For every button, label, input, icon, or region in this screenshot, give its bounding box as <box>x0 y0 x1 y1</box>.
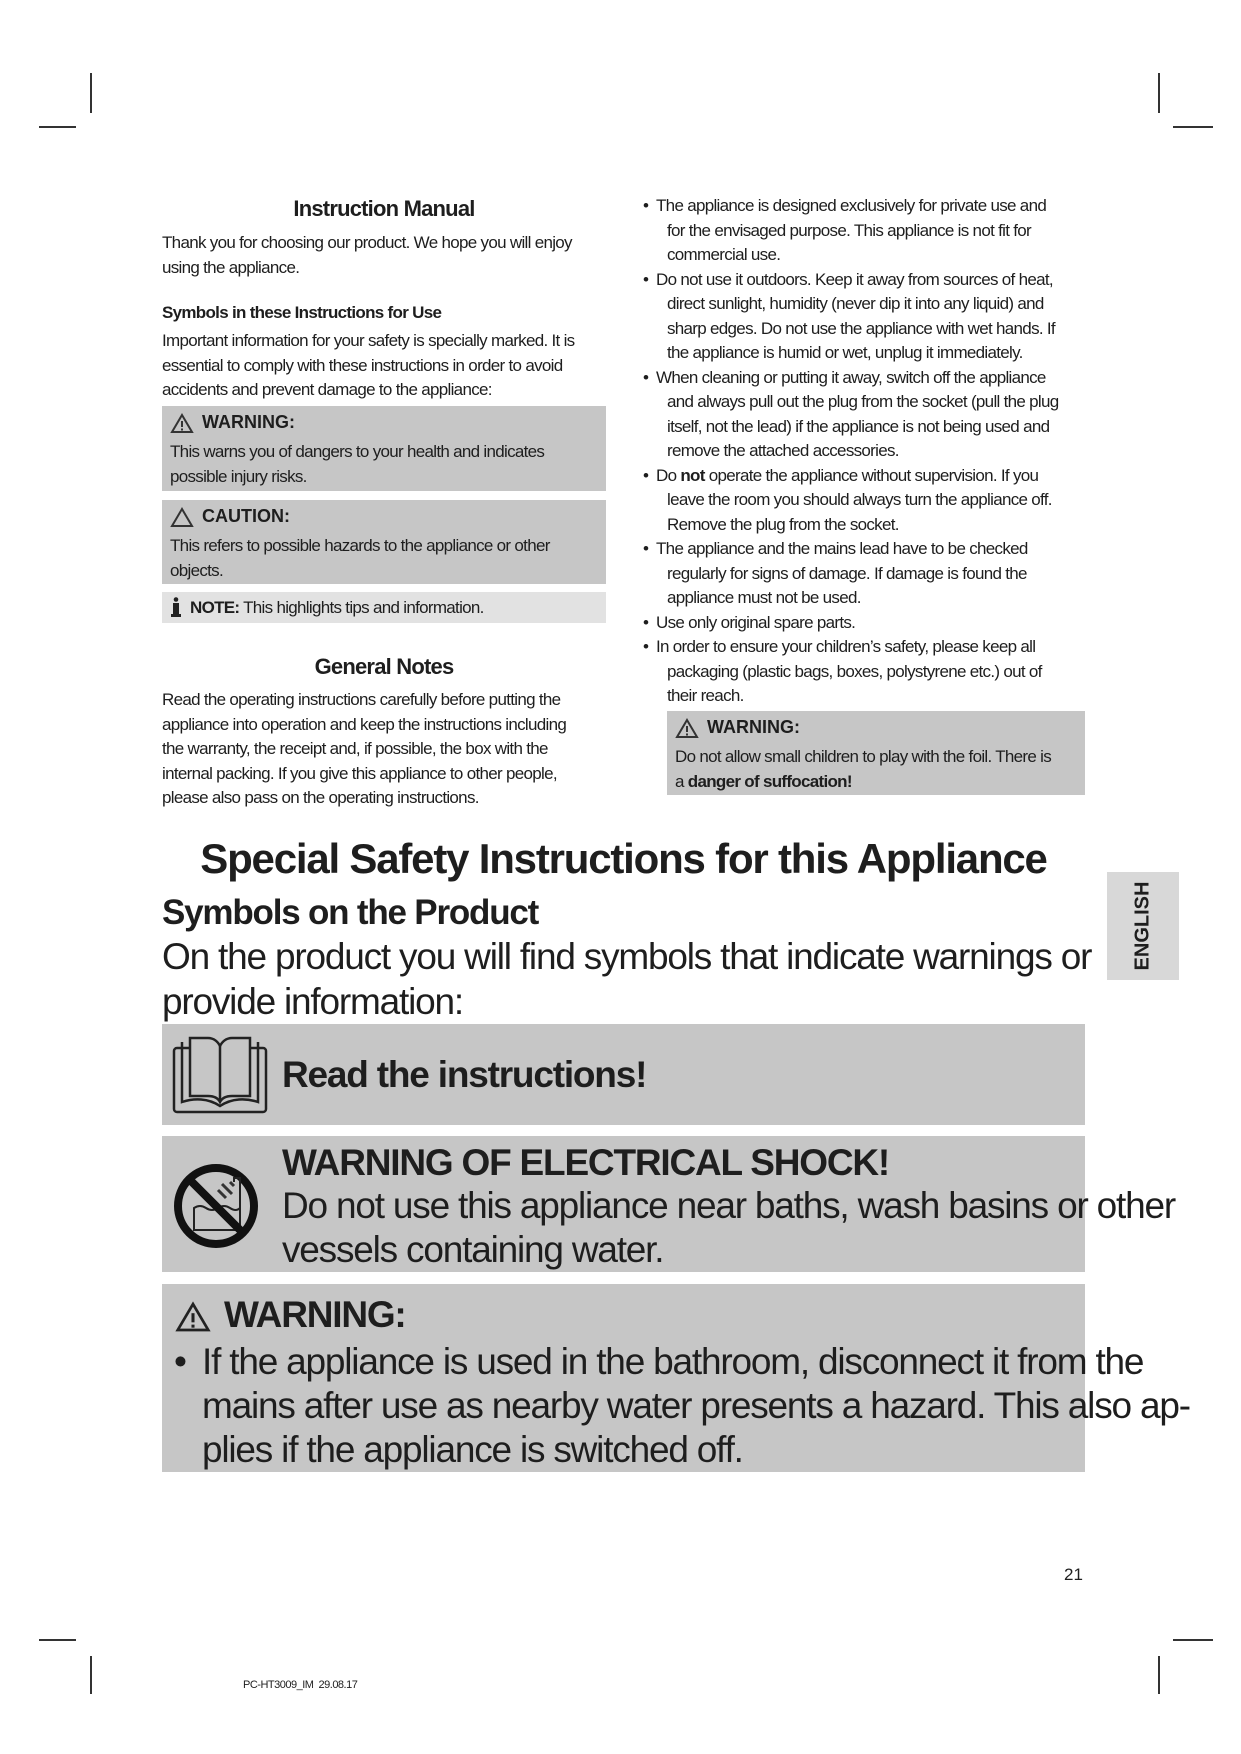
text-line: the warranty, the receipt and, if possible, the box with the <box>162 739 548 758</box>
text-line: for the envisaged purpose. This appliance is not fit for <box>667 220 1032 240</box>
crop-mark <box>1158 1656 1160 1694</box>
text-line: • The appliance is designed exclusively for private use and <box>656 196 1047 215</box>
text-line: • Do not use it outdoors. Keep it away from sources of heat, <box>656 269 1053 289</box>
text-line: a <box>675 771 688 791</box>
text-line: danger of suffocation! <box>687 771 852 791</box>
electrical-shock-box <box>162 1136 1175 1272</box>
warning-label: WARNING: <box>707 717 800 737</box>
caution-label: CAUTION: <box>202 506 290 526</box>
warning-triangle-icon <box>174 1301 212 1333</box>
warning-triangle-icon <box>170 413 194 434</box>
subheading: Symbols in these Instructions for Use <box>162 303 442 322</box>
text-line: commercial use. <box>667 245 781 264</box>
list-item <box>643 366 1059 464</box>
list-item: • If the appliance is used in the bathroom, disconnect it from the mains after use as nearby water presents a hazard. This also ap- plies if the appliance is switched off. <box>174 1341 1190 1470</box>
text-line: using the appliance. <box>162 257 300 277</box>
caution-triangle-icon <box>170 507 194 528</box>
text-line: • Use only original spare parts. <box>656 612 856 632</box>
list-item <box>643 611 1059 636</box>
warning-box <box>667 711 1085 795</box>
text-line <box>675 770 1077 795</box>
text-line: regularly for signs of damage. If damage is found the <box>667 563 1027 583</box>
text-line: • The appliance and the mains lead have to be checked <box>656 539 1028 558</box>
text-line: Thank you for choosing our product. We hope you will enjoy <box>162 233 572 252</box>
warning-label: WARNING: <box>202 412 295 432</box>
symbols-text <box>162 329 574 403</box>
language-label: ENGLISH <box>1131 881 1154 971</box>
text-line: the appliance is humid or wet, unplug it immediately. <box>667 343 1023 362</box>
list-item <box>643 537 1059 611</box>
crop-mark <box>90 73 92 113</box>
text-line: please also pass on the operating instructions. <box>162 788 479 807</box>
page-number: 21 <box>1064 1565 1083 1584</box>
text-line: and always pull out the plug from the socket (pull the plug <box>667 392 1059 411</box>
text-line: itself, not the lead) if the appliance is not being used and <box>667 416 1050 436</box>
text-line: If the appliance is used in the bathroom, disconnect it from the <box>202 1341 1144 1382</box>
read-instructions-box <box>162 1024 1085 1125</box>
warning-triangle-icon <box>675 718 699 739</box>
text-line: provide information: <box>162 981 463 1022</box>
list-item <box>643 194 1059 268</box>
text-line: objects. <box>170 560 223 580</box>
text-line: vessels containing water. <box>282 1229 664 1270</box>
shock-warning-title: WARNING OF ELECTRICAL SHOCK! <box>282 1142 890 1183</box>
text-line: accidents and prevent damage to the appliance: <box>162 380 492 399</box>
text-line: appliance into operation and keep the instructions including <box>162 714 567 734</box>
page-title: Special Safety Instructions for this Appliance <box>200 835 1047 882</box>
text-line: leave the room you should always turn the appliance off. <box>667 490 1052 509</box>
text-line: Do not use this appliance near baths, wash basins or other <box>282 1185 1175 1226</box>
text-line: possible injury risks. <box>170 466 307 486</box>
warning-label: WARNING: <box>224 1294 406 1335</box>
text-line: internal packing. If you give this appliance to other people, <box>162 763 557 783</box>
text-line: essential to comply with these instructions in order to avoid <box>162 355 563 375</box>
text-line: direct sunlight, humidity (never dip it into any liquid) and <box>667 294 1044 313</box>
text-line: not <box>680 465 705 485</box>
note-text: This highlights tips and information. <box>239 598 484 617</box>
text-line: their reach. <box>667 686 744 705</box>
text-line: This refers to possible hazards to the appliance or other <box>170 536 550 555</box>
footer-code: PC-HT3009_IM 29.08.17 <box>243 1679 358 1691</box>
general-text <box>162 688 566 811</box>
text-line: Remove the plug from the socket. <box>667 514 899 534</box>
section-title: General Notes <box>314 654 454 679</box>
note-label: NOTE: <box>190 598 240 617</box>
caution-box <box>162 500 606 584</box>
text-line: packaging (plastic bags, boxes, polystyrene etc.) out of <box>667 661 1042 681</box>
text-line: mains after use as nearby water presents a hazard. This also ap- <box>202 1385 1190 1426</box>
text-line: • In order to ensure your children’s safety, please keep all <box>656 637 1036 656</box>
crop-mark <box>90 1656 92 1694</box>
note-box <box>162 592 606 623</box>
crop-mark <box>1158 73 1160 113</box>
intro-text <box>162 231 572 280</box>
crop-mark <box>1173 1639 1213 1641</box>
list-item <box>643 635 1059 709</box>
text-line: sharp edges. Do not use the appliance with wet hands. If <box>667 318 1055 338</box>
subheading: Symbols on the Product <box>162 893 539 932</box>
intro-text <box>162 934 1091 1024</box>
text-line: Important information for your safety is specially marked. It is <box>162 331 575 350</box>
read-instructions-label: Read the instructions! <box>282 1054 647 1095</box>
info-icon <box>170 597 182 617</box>
language-tab <box>1107 872 1179 980</box>
bathroom-warning-box <box>162 1284 1190 1472</box>
text-line: On the product you will find symbols that indicate warnings or <box>162 936 1092 977</box>
text-line: Do not allow small children to play with the foil. There is <box>675 747 1052 766</box>
text-line: plies if the appliance is switched off. <box>202 1429 743 1470</box>
text-line: operate the appliance without supervision. If you <box>704 465 1039 485</box>
section-title: Instruction Manual <box>293 196 475 221</box>
text-line: appliance must not be used. <box>667 588 861 607</box>
list-item <box>643 268 1059 366</box>
no-water-icon <box>172 1162 260 1250</box>
warning-box <box>162 406 606 491</box>
text-line: Do <box>656 465 681 485</box>
text-line: • When cleaning or putting it away, switch off the appliance <box>656 367 1046 387</box>
text-line: Read the operating instructions carefully before putting the <box>162 690 561 709</box>
safety-list <box>643 194 1059 709</box>
crop-mark <box>1173 126 1213 128</box>
crop-mark <box>39 1639 76 1641</box>
crop-mark <box>39 126 76 128</box>
list-item <box>643 464 1059 538</box>
text-line: This warns you of dangers to your health and indicates <box>170 442 545 461</box>
text-line: remove the attached accessories. <box>667 441 899 460</box>
book-icon <box>172 1036 268 1114</box>
